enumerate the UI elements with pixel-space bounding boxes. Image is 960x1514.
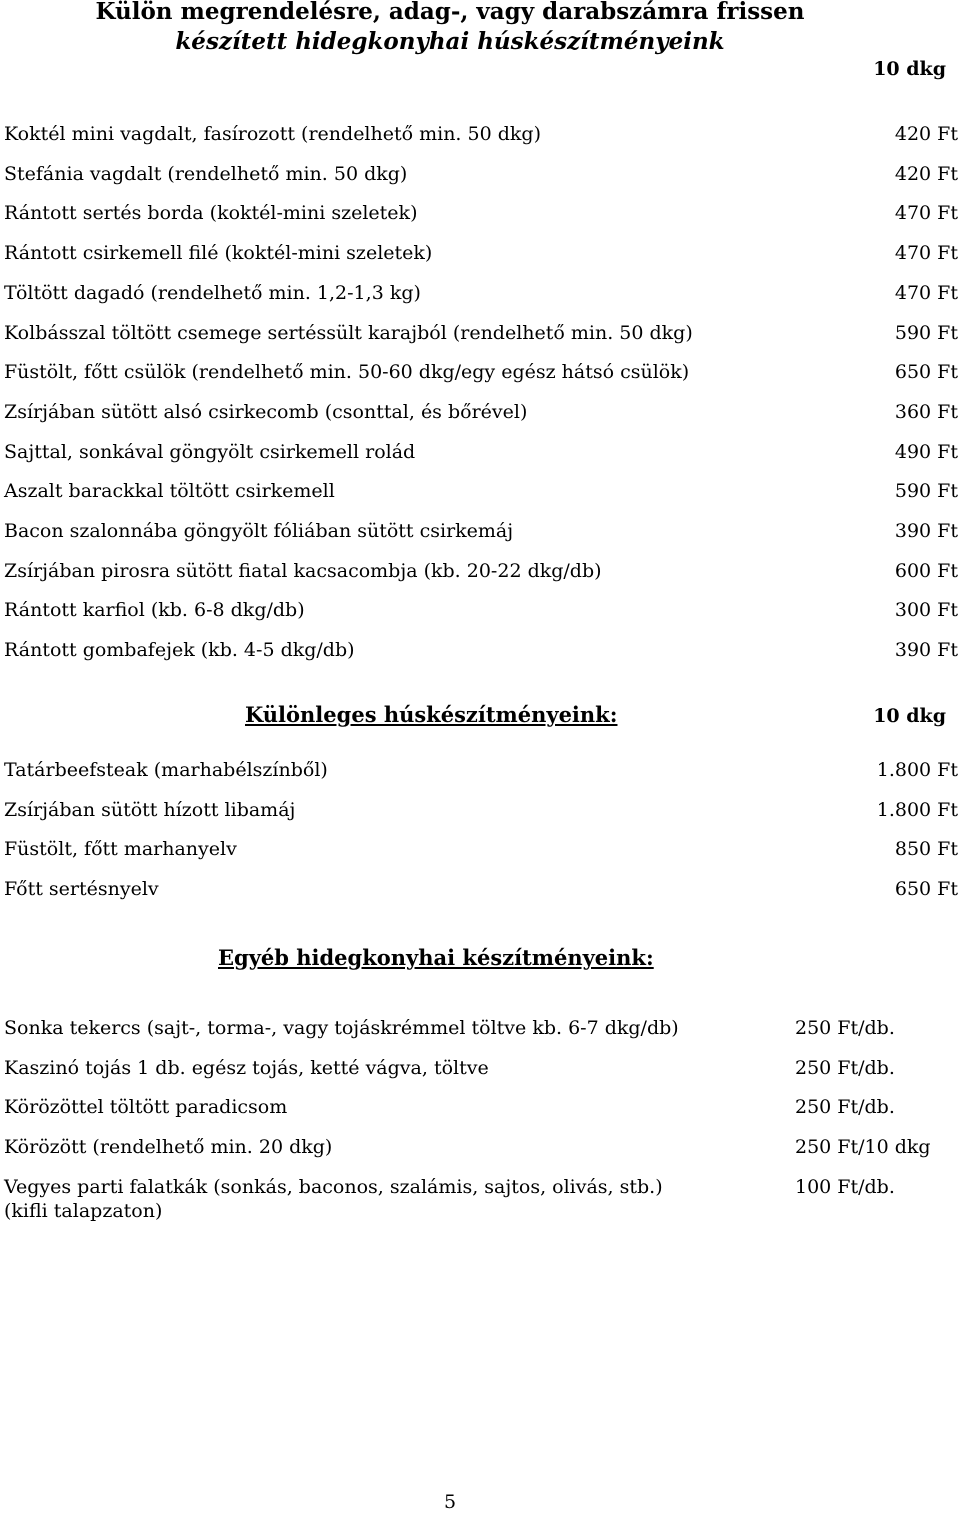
item-name: Körözött (rendelhető min. 20 dkg) xyxy=(4,1136,333,1159)
item-price: 250 Ft/db. xyxy=(795,1017,895,1039)
item-price: 650 Ft xyxy=(894,361,958,384)
section-2-heading: Különleges húskészítményeink: xyxy=(245,702,618,727)
menu-item-row xyxy=(4,438,960,466)
item-price: 1.800 Ft xyxy=(876,759,958,781)
item-price: 250 Ft/10 dkg xyxy=(795,1136,931,1159)
unit-header-1: 10 dkg xyxy=(873,58,946,80)
menu-item-row xyxy=(4,1093,960,1121)
menu-item-row xyxy=(4,477,960,505)
item-price: 470 Ft xyxy=(894,281,958,304)
item-name-continued: (kifli talapzaton) xyxy=(4,1199,163,1222)
item-price: 1.800 Ft xyxy=(876,798,958,821)
item-name: Stefánia vagdalt (rendelhető min. 50 dkg) xyxy=(4,162,408,185)
item-name: Sonka tekercs (sajt-, torma-, vagy tojáskrémmel töltve kb. 6-7 dkg/db) xyxy=(4,1017,679,1039)
item-price: 360 Ft xyxy=(894,400,958,423)
item-name: Zsírjában pirosra sütött fiatal kacsacombja (kb. 20-22 dkg/db) xyxy=(4,559,602,582)
item-price: 390 Ft xyxy=(894,639,958,662)
item-price: 590 Ft xyxy=(894,480,958,503)
item-name: Rántott csirkemell filé (koktél-mini szeletek) xyxy=(4,242,433,265)
menu-item-row xyxy=(4,1054,960,1082)
item-name: Koktél mini vagdalt, fasírozott (rendelhető min. 50 dkg) xyxy=(4,123,541,145)
menu-item-row xyxy=(4,279,960,307)
item-name: Füstölt, főtt csülök (rendelhető min. 50-60 dkg/egy egész hátsó csülök) xyxy=(4,361,690,384)
item-price: 250 Ft/db. xyxy=(795,1096,895,1119)
item-price: 470 Ft xyxy=(894,202,958,225)
page-number: 5 xyxy=(443,1491,457,1513)
item-name: Bacon szalonnába göngyölt fóliában sütött csirkemáj xyxy=(4,520,514,542)
menu-item-row xyxy=(4,398,960,426)
menu-item-row xyxy=(4,557,960,585)
item-name: Főtt sertésnyelv xyxy=(4,878,159,901)
item-name: Rántott karfiol (kb. 6-8 dkg/db) xyxy=(4,599,305,622)
item-price: 650 Ft xyxy=(894,878,958,901)
menu-item-row xyxy=(4,875,960,903)
item-name: Töltött dagadó (rendelhető min. 1,2-1,3 kg) xyxy=(4,281,421,304)
item-name: Kolbásszal töltött csemege sertéssült karajból (rendelhető min. 50 dkg) xyxy=(4,321,693,344)
menu-item-row xyxy=(4,1133,960,1161)
menu-item-row xyxy=(4,1014,960,1042)
item-name: Rántott gombafejek (kb. 4-5 dkg/db) xyxy=(4,639,355,662)
menu-item-row xyxy=(4,835,960,863)
item-name: Körözöttel töltött paradicsom xyxy=(4,1096,288,1119)
item-price: 600 Ft xyxy=(894,559,958,582)
item-price: 420 Ft xyxy=(894,162,958,185)
item-price: 490 Ft xyxy=(894,440,958,463)
item-price: 590 Ft xyxy=(894,321,958,344)
item-name: Füstölt, főtt marhanyelv xyxy=(4,838,237,861)
item-name: Tatárbeefsteak (marhabélszínből) xyxy=(4,759,328,781)
item-name: Kaszinó tojás 1 db. egész tojás, ketté vágva, töltve xyxy=(4,1056,489,1079)
menu-item-row xyxy=(4,756,960,784)
menu-item-row xyxy=(4,636,960,664)
item-price: 420 Ft xyxy=(894,123,958,145)
menu-item-row xyxy=(4,319,960,347)
item-price: 850 Ft xyxy=(894,838,958,861)
item-name: Zsírjában sütött hízott libamáj xyxy=(4,798,296,821)
menu-item-row xyxy=(4,358,960,386)
item-name: Zsírjában sütött alsó csirkecomb (csonttal, és bőrével) xyxy=(4,400,528,423)
unit-header-2: 10 dkg xyxy=(873,705,946,727)
section-3-heading: Egyéb hidegkonyhai készítményeink: xyxy=(218,945,654,970)
menu-item-row xyxy=(4,160,960,188)
item-name: Sajttal, sonkával göngyölt csirkemell rolád xyxy=(4,440,416,463)
item-price: 470 Ft xyxy=(894,242,958,265)
item-price: 250 Ft/db. xyxy=(795,1056,895,1079)
menu-item-row xyxy=(4,517,960,545)
menu-item-row xyxy=(4,199,960,227)
item-name: Aszalt barackkal töltött csirkemell xyxy=(4,480,335,503)
menu-item-row xyxy=(4,796,960,824)
item-price: 100 Ft/db. xyxy=(795,1175,895,1198)
item-name: Vegyes parti falatkák (sonkás, baconos, szalámis, sajtos, olivás, stb.) xyxy=(4,1175,663,1198)
item-price: 300 Ft xyxy=(894,599,958,622)
menu-item-row xyxy=(4,120,960,148)
menu-item-row xyxy=(4,239,960,267)
menu-item-row xyxy=(4,1173,960,1222)
page-title-line-1: Külön megrendelésre, adag-, vagy darabszámra frissen xyxy=(95,0,805,25)
page-title-line-2: készített hidegkonyhai húskészítményeink xyxy=(175,28,725,55)
item-name: Rántott sertés borda (koktél-mini szeletek) xyxy=(4,202,418,225)
menu-item-row xyxy=(4,596,960,624)
item-price: 390 Ft xyxy=(894,520,958,542)
